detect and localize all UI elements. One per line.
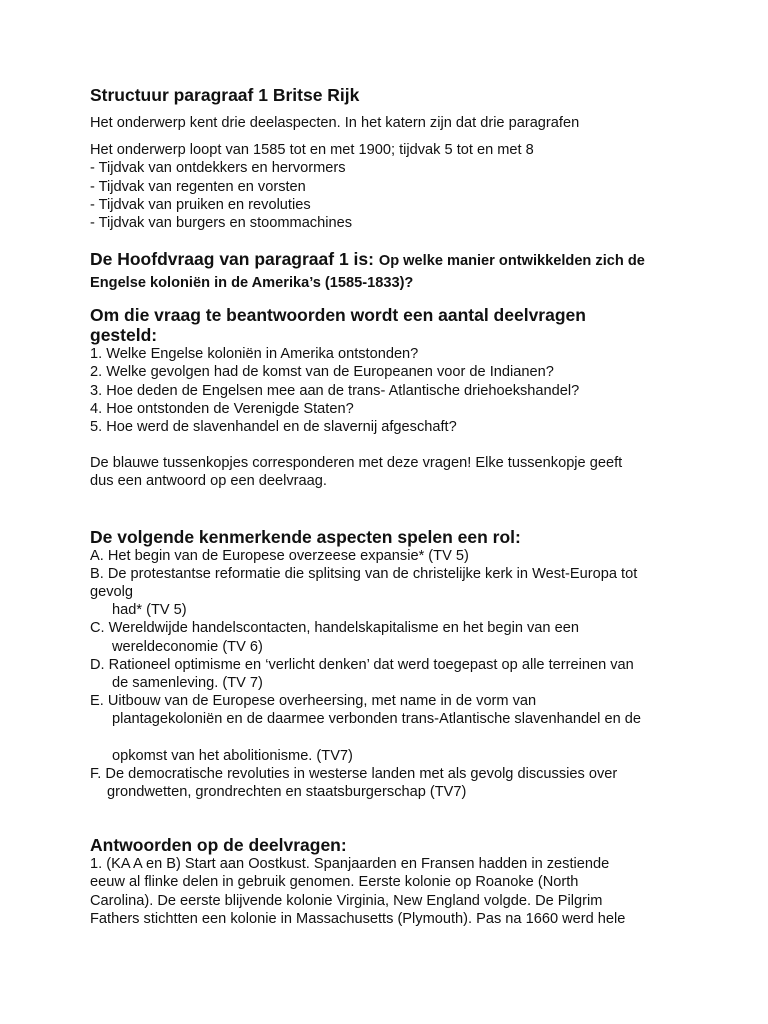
aspect-a: A. Het begin van de Europese overzeese expansie* (TV 5) xyxy=(90,547,469,564)
aspect-d-cont: de samenleving. (TV 7) xyxy=(112,675,263,692)
aspect-c-cont: wereldeconomie (TV 6) xyxy=(112,638,263,655)
antwoorden-heading: Antwoorden op de deelvragen: xyxy=(90,835,347,856)
deelvraag-item: 4. Hoe ontstonden de Verenigde Staten? xyxy=(90,400,354,417)
aspect-e-cont: plantagekoloniën en de daarmee verbonden trans-Atlantische slavenhandel en de xyxy=(112,711,641,728)
aspect-d: D. Rationeel optimisme en ‘verlicht denken’ dat werd toegepast op alle terreinen van xyxy=(90,656,634,673)
deelvragen-heading-cont: gesteld: xyxy=(90,325,158,346)
aspect-b-cont: gevolg xyxy=(90,584,134,601)
hoofdvraag-question-cont: Engelse koloniën in de Amerika’s (1585-1833)? xyxy=(90,275,414,292)
hoofdvraag-label: De Hoofdvraag van paragraaf 1 is: xyxy=(90,249,374,270)
aspect-e: E. Uitbouw van de Europese overheersing, met name in de vorm van xyxy=(90,693,537,710)
hoofdvraag-question: Op welke manier ontwikkelden zich de xyxy=(378,253,645,270)
deelvraag-item: 2. Welke gevolgen had de komst van de Europeanen voor de Indianen? xyxy=(90,364,554,381)
period-item: - Tijdvak van burgers en stoommachines xyxy=(90,215,352,232)
period-text: Het onderwerp loopt van 1585 tot en met 1900; tijdvak 5 tot en met 8 xyxy=(90,142,534,159)
deelvraag-item: 3. Hoe deden de Engelsen mee aan de trans- Atlantische driehoekshandel? xyxy=(90,382,580,399)
aspecten-heading: De volgende kenmerkende aspecten spelen een rol: xyxy=(90,526,521,547)
antwoord-line: Carolina). De eerste blijvende kolonie Virginia, New England volgde. De Pilgrim xyxy=(90,892,603,909)
document-page xyxy=(90,84,690,928)
deelvragen-note: De blauwe tussenkopjes corresponderen met deze vragen! Elke tussenkopje geeft xyxy=(90,455,623,472)
page-title: Structuur paragraaf 1 Britse Rijk xyxy=(90,85,360,105)
antwoord-line: Fathers stichtten een kolonie in Massachusetts (Plymouth). Pas na 1660 werd hele xyxy=(90,910,626,927)
deelvragen-heading: Om die vraag te beantwoorden wordt een aantal deelvragen xyxy=(90,305,586,326)
deelvraag-item: 5. Hoe werd de slavenhandel en de slavernij afgeschaft? xyxy=(90,419,457,436)
deelvragen-note-cont: dus een antwoord op een deelvraag. xyxy=(90,473,327,490)
aspect-f-cont: grondwetten, grondrechten en staatsburgerschap (TV7) xyxy=(107,784,467,801)
period-item: - Tijdvak van regenten en vorsten xyxy=(90,178,306,195)
aspect-e-cont: opkomst van het abolitionisme. (TV7) xyxy=(112,747,353,764)
period-item: - Tijdvak van ontdekkers en hervormers xyxy=(90,160,346,177)
aspect-c: C. Wereldwijde handelscontacten, handelskapitalisme en het begin van een xyxy=(90,620,579,637)
deelvraag-item: 1. Welke Engelse koloniën in Amerika ontstonden? xyxy=(90,346,419,363)
hoofdvraag-heading xyxy=(90,249,690,271)
intro-text: Het onderwerp kent drie deelaspecten. In het katern zijn dat drie paragrafen xyxy=(90,115,580,131)
aspect-f: F. De democratische revoluties in westerse landen met als gevolg discussies over xyxy=(90,765,618,782)
antwoord-line: eeuw al flinke delen in gebruik genomen. Eerste kolonie op Roanoke (North xyxy=(90,874,579,891)
aspect-b-cont: had* (TV 5) xyxy=(112,602,187,619)
antwoord-line: 1. (KA A en B) Start aan Oostkust. Spanjaarden en Fransen hadden in zestiende xyxy=(90,856,610,873)
period-item: - Tijdvak van pruiken en revoluties xyxy=(90,196,311,213)
aspect-b: B. De protestantse reformatie die splitsing van de christelijke kerk in West-Europa tot xyxy=(90,565,638,582)
